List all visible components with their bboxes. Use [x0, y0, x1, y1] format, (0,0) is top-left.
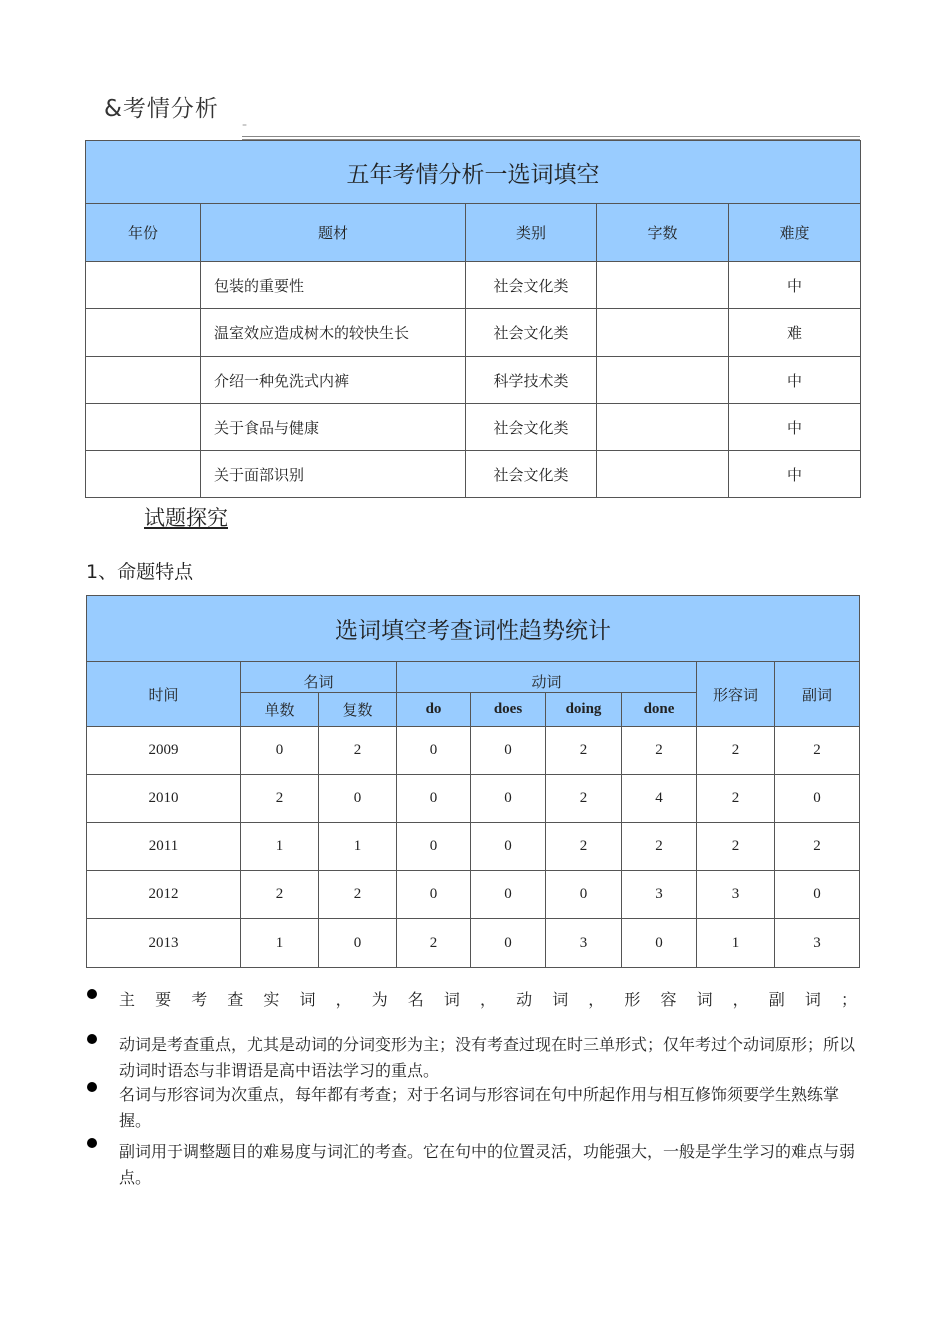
count-cell: 0 [397, 823, 471, 871]
difficulty-cell: 中 [729, 404, 861, 451]
section-title: 试题探究 [144, 506, 228, 530]
table-row [87, 727, 860, 775]
year-cell [86, 404, 201, 451]
words-cell [597, 262, 729, 309]
table1-header-category: 类别 [466, 204, 597, 262]
topic-cell: 关于食品与健康 [201, 404, 466, 451]
count-cell: 0 [319, 919, 397, 968]
adjective-header: 形容词 [697, 662, 775, 727]
table1-header-words: 字数 [597, 204, 729, 262]
count-cell: 2 [241, 871, 319, 919]
bullet-icon [86, 988, 98, 1000]
noun-header: 名词 [241, 662, 397, 693]
count-cell: 0 [319, 775, 397, 823]
count-cell: 2 [397, 919, 471, 968]
count-cell: 0 [471, 775, 546, 823]
count-cell: 0 [471, 919, 546, 968]
table-row [86, 451, 861, 498]
year-cell: 2012 [87, 871, 241, 919]
count-cell: 2 [546, 775, 622, 823]
year-cell [86, 262, 201, 309]
table-row [86, 404, 861, 451]
count-cell: 0 [775, 775, 860, 823]
table-row [86, 262, 861, 309]
category-cell: 社会文化类 [466, 404, 597, 451]
topic-cell: 温室效应造成树木的较快生长 [201, 309, 466, 357]
count-cell: 2 [697, 775, 775, 823]
table-row [87, 919, 860, 968]
topic-cell: 包装的重要性 [201, 262, 466, 309]
count-cell: 2 [546, 823, 622, 871]
page-heading: &考情分析 [104, 96, 219, 122]
heading-rule-top [242, 136, 860, 137]
count-cell: 2 [241, 775, 319, 823]
count-cell: 0 [622, 919, 697, 968]
time-header: 时间 [87, 662, 241, 727]
bullet-icon [86, 1033, 98, 1045]
verb-does-header: does [471, 693, 546, 727]
category-cell: 社会文化类 [466, 262, 597, 309]
table1-header-year: 年份 [86, 204, 201, 262]
year-cell: 2011 [87, 823, 241, 871]
year-cell: 2009 [87, 727, 241, 775]
topic-cell: 介绍一种免洗式内裤 [201, 357, 466, 404]
count-cell: 2 [697, 727, 775, 775]
count-cell: 3 [697, 871, 775, 919]
noun-plural-header: 复数 [319, 693, 397, 727]
noun-singular-header: 单数 [241, 693, 319, 727]
count-cell: 2 [622, 823, 697, 871]
count-cell: 2 [546, 727, 622, 775]
words-cell [597, 357, 729, 404]
count-cell: 4 [622, 775, 697, 823]
verb-header: 动词 [397, 662, 697, 693]
words-cell [597, 404, 729, 451]
verb-done-header: done [622, 693, 697, 727]
year-cell: 2013 [87, 919, 241, 968]
table-row [87, 871, 860, 919]
table-row [86, 309, 861, 357]
difficulty-cell: 中 [729, 262, 861, 309]
table-row [86, 357, 861, 404]
count-cell: 2 [775, 823, 860, 871]
count-cell: 2 [622, 727, 697, 775]
words-cell [597, 451, 729, 498]
word-class-trend-table [86, 595, 860, 968]
table-row [87, 775, 860, 823]
count-cell: 3 [546, 919, 622, 968]
category-cell: 社会文化类 [466, 309, 597, 357]
count-cell: 0 [397, 775, 471, 823]
count-cell: 0 [546, 871, 622, 919]
count-cell: 0 [471, 871, 546, 919]
bullet-text-4: 副词用于调整题目的难易度与词汇的考查。它在句中的位置灵活，功能强大，一般是学生学习的难点与弱点。 [119, 1144, 856, 1187]
table1-title: 五年考情分析一选词填空 [86, 141, 861, 204]
count-cell: 0 [241, 727, 319, 775]
difficulty-cell: 中 [729, 451, 861, 498]
year-cell [86, 357, 201, 404]
year-cell [86, 451, 201, 498]
category-cell: 社会文化类 [466, 451, 597, 498]
table1-header-topic: 题材 [201, 204, 466, 262]
count-cell: 1 [319, 823, 397, 871]
year-cell: 2010 [87, 775, 241, 823]
difficulty-cell: 难 [729, 309, 861, 357]
bullet-icon [86, 1081, 98, 1093]
count-cell: 0 [397, 727, 471, 775]
bullet-text-2: 动词是考查重点，尤其是动词的分词变形为主；没有考查过现在时三单形式；仅年考过个动词原形；所以动词时语态与非谓语是高中语法学习的重点。 [119, 1037, 856, 1080]
words-cell [597, 309, 729, 357]
count-cell: 0 [471, 727, 546, 775]
table1-header-difficulty: 难度 [729, 204, 861, 262]
count-cell: 2 [775, 727, 860, 775]
topic-cell: 关于面部识别 [201, 451, 466, 498]
count-cell: 1 [697, 919, 775, 968]
count-cell: 0 [775, 871, 860, 919]
count-cell: 0 [397, 871, 471, 919]
adverb-header: 副词 [775, 662, 860, 727]
count-cell: 2 [697, 823, 775, 871]
subsection-title: 1、命题特点 [86, 561, 194, 583]
count-cell: 2 [319, 871, 397, 919]
table-row [87, 823, 860, 871]
small-mark: = [242, 122, 248, 129]
count-cell: 1 [241, 823, 319, 871]
count-cell: 3 [775, 919, 860, 968]
difficulty-cell: 中 [729, 357, 861, 404]
count-cell: 2 [319, 727, 397, 775]
category-cell: 科学技术类 [466, 357, 597, 404]
table2-title: 选词填空考查词性趋势统计 [87, 596, 860, 662]
verb-do-header: do [397, 693, 471, 727]
count-cell: 1 [241, 919, 319, 968]
bullet-icon [86, 1137, 98, 1149]
verb-doing-header: doing [546, 693, 622, 727]
year-cell [86, 309, 201, 357]
bullet-text-3: 名词与形容词为次重点，每年都有考查；对于名词与形容词在句中所起作用与相互修饰须要学生熟练掌握。 [119, 1087, 840, 1130]
exam-analysis-table [85, 140, 861, 498]
count-cell: 3 [622, 871, 697, 919]
count-cell: 0 [471, 823, 546, 871]
bullet-text-1: 主要考查实词，为名词，动词，形容词，副词； [119, 992, 859, 1009]
